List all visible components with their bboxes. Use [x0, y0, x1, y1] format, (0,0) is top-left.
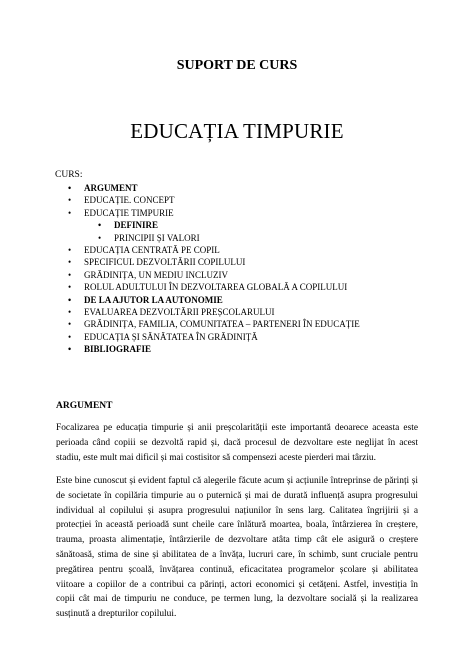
table-of-contents [66, 182, 360, 355]
toc-subitem: • PRINCIPII ȘI VALORI [66, 232, 360, 244]
paragraph-body: Este bine cunoscut și evident faptul că alegerile făcute acum și acțiunile întreprinse de părinți și de societate în copilăria timpurie au o puternică și mai de durată influență asupra progresului individual al copilului și asupra progresului națiunilor în sens larg. Calitatea îngrijirii și a protecției în această perioadă sunt cheile care înlătură moartea, boala, întârzierea în creștere, trauma, proasta alimentație, întârzierile de dezvoltare atâta timp cât ele asigură o creștere sănătoasă, stima de sine și abilitatea de a învăța, lucruri care, în schimb, sunt cruciale pentru pregătirea pentru școală, învățarea continuă, eficacitatea programelor școlare și abilitatea viitoare a copiilor de a contribui ca părinți, actori economici și cetățeni. Astfel, investiția în copii cât mai de timpuriu ne conduce, pe termen lung, la dezvoltare socială și la realizarea susținută a drepturilor copilului. [56, 476, 418, 620]
paragraph-intro: Focalizarea pe educația timpurie și anii preșcolarității este importantă deoarece aceasta este perioada când copiii se dezvoltă rapid și, dacă procesul de dezvoltare este neglijat în acest stadiu, este mult mai dificil și mai costisitor să compensezi aceste pierderi mai târziu. [56, 423, 418, 463]
toc-item: • EDUCAȚIE. CONCEPT [66, 194, 360, 206]
toc-item: • BIBLIOGRAFIE [66, 343, 360, 355]
toc-item: • ROLUL ADULTULUI ÎN DEZVOLTAREA GLOBALĂ A COPILULUI [66, 281, 360, 293]
toc-item: • GRĂDINIȚA, FAMILIA, COMUNITATEA – PARTENERI ÎN EDUCAȚIE [66, 318, 360, 330]
toc-item: • DE LA AJUTOR LA AUTONOMIE [66, 294, 360, 306]
document-title: EDUCAȚIA TIMPURIE [130, 119, 344, 143]
toc-item: • EDUCAȚIA CENTRATĂ PE COPIL [66, 244, 360, 256]
toc-item: • EDUCAȚIA ȘI SĂNĂTATEA ÎN GRĂDINIȚĂ [66, 331, 360, 343]
toc-subitem: • DEFINIRE [66, 219, 360, 231]
toc-item: • SPECIFICUL DEZVOLTĂRII COPILULUI [66, 256, 360, 268]
toc-item: • EVALUAREA DEZVOLTĂRII PREȘCOLARULUI [66, 306, 360, 318]
toc-item: • EDUCAȚIE TIMPURIE [66, 207, 360, 219]
document-subtitle: SUPORT DE CURS [176, 58, 298, 73]
toc-label: CURS: [55, 170, 83, 180]
section-heading: ARGUMENT [56, 401, 113, 411]
toc-item: • ARGUMENT [66, 182, 360, 194]
toc-item: • GRĂDINIȚA, UN MEDIU INCLUZIV [66, 269, 360, 281]
